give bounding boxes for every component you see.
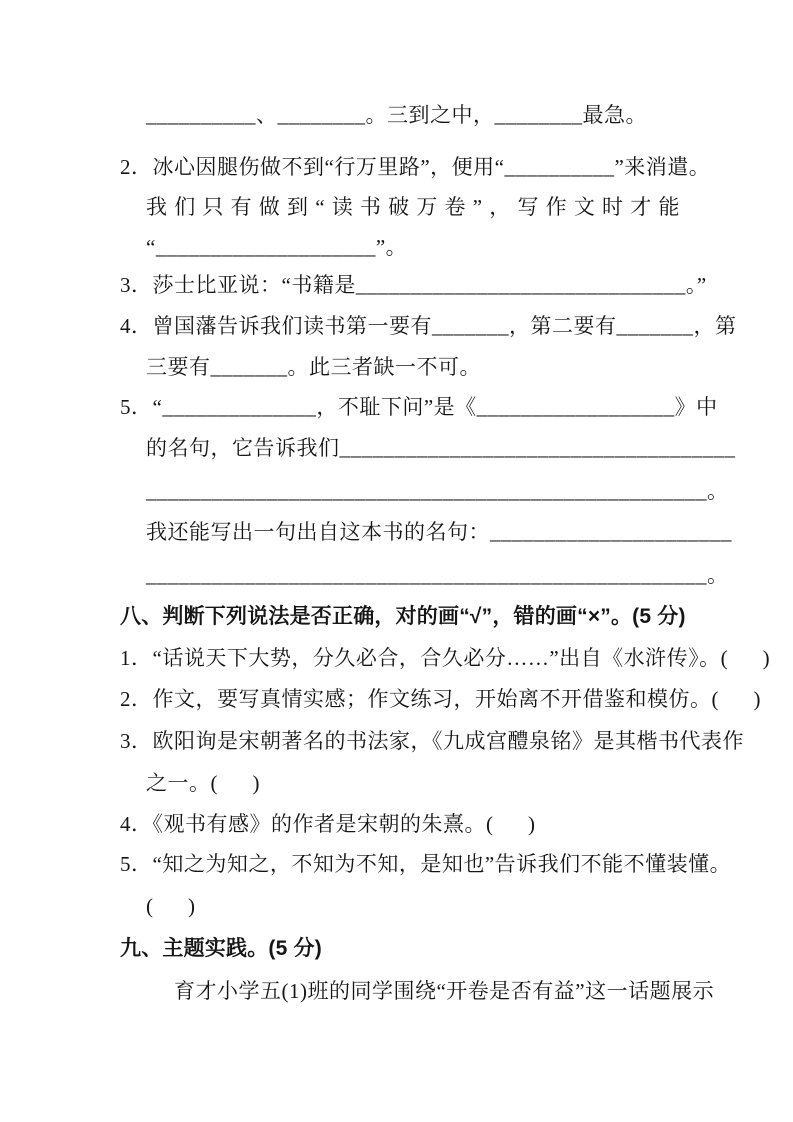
q7-item2-line3: “____________________”。 bbox=[146, 235, 408, 259]
q7-item4-line1: 4．曾国藩告诉我们读书第一要有_______，第二要有_______，第 bbox=[120, 314, 737, 338]
q7-item3: 3．莎士比亚说：“书籍是______________________________。” bbox=[120, 273, 707, 297]
q8-item5-line1: 5．“知之为知之，不知为不知，是知也”告诉我们不能不懂装懂。 bbox=[120, 852, 732, 876]
q8-item3-line1: 3．欧阳询是宋朝著名的书法家，《九成宫醴泉铭》是其楷书代表作 bbox=[120, 729, 744, 753]
q7-item2-line1: 2．冰心因腿伤做不到“行万里路”，便用“__________”来消遣。 bbox=[120, 155, 711, 179]
q7-item5-line4: 我还能写出一句出自这本书的名句：______________________ bbox=[146, 520, 732, 544]
q8-item5-line2: ( ) bbox=[146, 894, 196, 918]
q8-section-heading: 八、判断下列说法是否正确，对的画“√”，错的画“×”。(5 分) bbox=[120, 605, 686, 628]
q8-item3-line2: 之一。( ) bbox=[146, 771, 260, 795]
q8-item4: 4．《观书有感》的作者是宋朝的朱熹。( ) bbox=[120, 812, 536, 836]
q7-item1-continuation: __________、________。三到之中，________最急。 bbox=[146, 103, 647, 127]
q9-section-heading: 九、主题实践。(5 分) bbox=[120, 937, 322, 960]
q7-item5-line2: 的名句，它告诉我们____________________________________ bbox=[146, 436, 736, 460]
q7-item5-line3: ___________________________________________________。 bbox=[146, 479, 729, 503]
q7-item5-line1: 5．“______________，不耻下问”是《__________________》中 bbox=[120, 395, 718, 419]
q7-item4-line2: 三要有_______。此三者缺一不可。 bbox=[146, 355, 481, 379]
q8-item1: 1．“话说天下大势，分久必合，合久必分……”出自《水浒传》。( ) bbox=[120, 646, 771, 670]
q8-item2: 2．作文，要写真情实感；作文练习，开始离不开借鉴和模仿。( ) bbox=[120, 687, 761, 711]
q9-intro-line1: 育才小学五(1)班的同学围绕“开卷是否有益”这一话题展示 bbox=[174, 979, 715, 1003]
q7-item2-line2: 我们只有做到“读书破万卷”，写作文时才能 bbox=[146, 195, 687, 219]
q7-item5-line5: ___________________________________________________。 bbox=[146, 563, 729, 587]
